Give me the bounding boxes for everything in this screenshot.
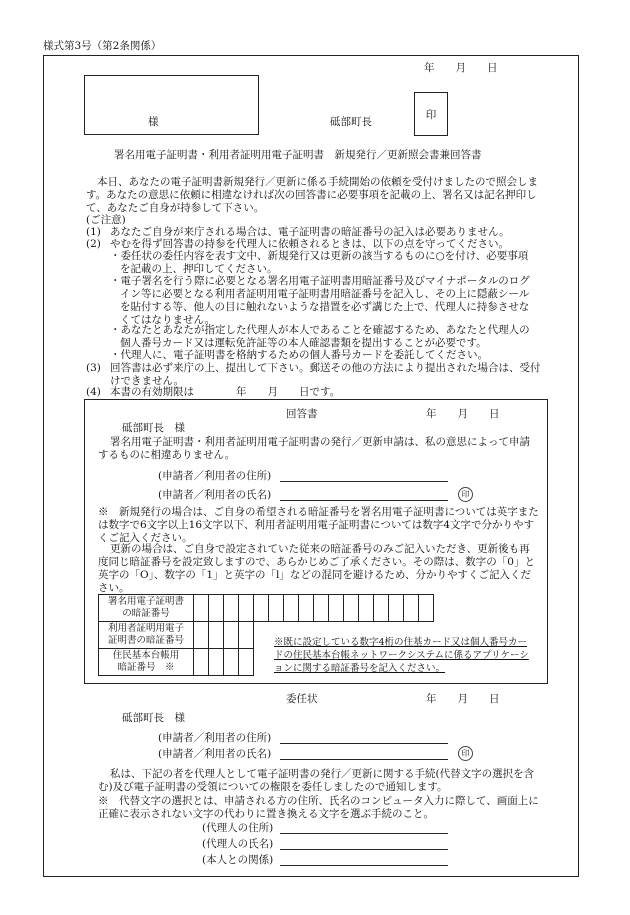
pin-cell[interactable] [209,595,224,622]
pin-cell[interactable] [239,622,254,649]
answer-name-field[interactable] [280,500,448,501]
pin-cell[interactable] [194,595,209,622]
addressee-box[interactable] [84,75,259,135]
proxy-date: 年 月 日 [426,693,500,705]
pin-cell[interactable] [374,595,389,622]
answer-addr-field[interactable] [280,481,448,482]
answer-addr-label: (申請者／利用者の住所) [158,470,272,482]
note-3: 回答書は必ず来庁の上、提出して下さい。郵送その他の方法により提出された場合は、受付けできません。 [110,362,541,388]
note-4-label: (4) [86,386,101,398]
notes-heading: (ご注意) [86,214,126,226]
proxy-name-field[interactable] [280,759,448,760]
answer-seal: 印 [458,487,473,502]
answer-note-2: 更新の場合は、ご自身で設定されていた従来の暗証番号のみご記入いただき、更新後も再度同じ暗証番号を設定致しますので、あらかじめご了承ください。その際は、数字の「0」と英字の「O」、数字の「1」と英字の「l」などの混同を避けるため、分かりやすくご記入ください。 [98,543,535,595]
proxy-seal: 印 [458,746,473,761]
answer-body: 署名用電子証明書・利用者証明用電子証明書の発行／更新申請は、私の意思によって申請するものに相違ありません。 [98,436,530,462]
page-title: 署名用電子証明書・利用者証明用電子証明書 新規発行／更新照会書兼回答書 [114,149,482,161]
pin-cell[interactable] [359,595,374,622]
agent-addr-label: (代理人の住所) [202,822,274,834]
form-id: 様式第3号（第2条関係） [43,40,162,52]
pin-cell[interactable] [404,595,419,622]
pin-row-label: 署名用電子証明書 の暗証番号 [99,595,194,622]
proxy-title: 委任状 [286,693,318,705]
proxy-note: ※ 代替文字の選択とは、申請される方の住所、氏名のコンピュータ入力に際して、画面上に正確に表示されない文字の代わりに置き換える文字を選ぶ手続のこと。 [98,795,539,821]
note-3-label: (3) [86,362,101,374]
proxy-addr-label: (申請者／利用者の住所) [158,732,272,744]
pin-row-label: 住民基本台帳用 暗証番号 ※ [99,649,194,676]
answer-title: 回答書 [286,408,318,420]
proxy-to: 砥部町長 様 [122,712,185,724]
date-line: 年 月 日 [424,62,498,74]
relation-label: (本人との関係) [202,854,274,866]
seal-box [414,92,448,136]
pin-cell[interactable] [314,595,329,622]
note-1: あなたご自身が来庁される場合は、電子証明書の暗証番号の記入は必要ありません。 [110,226,510,238]
bullet-2: ・電子署名を行う際に必要となる署名用電子証明書用暗証番号及びマイナポータルのログイン等に必要となる利用者証明用電子証明書用暗証番号を記入し、その上に隠蔽シールを貼付する等、他人の目に触れないような措置を必ず講じた上で、代理人に持参させなくてはなりません。 [110,275,530,327]
proxy-addr-field[interactable] [280,743,448,744]
pin-cell[interactable] [239,595,254,622]
note-1-label: (1) [86,226,101,238]
proxy-body: 私は、下記の者を代理人として電子証明書の発行／更新に関する手続(代替文字の選択を含む)及び電子証明書の受領についての権限を委任しましたので通知します。 [98,768,535,794]
pin-cell[interactable] [194,649,209,676]
answer-date: 年 月 日 [426,408,500,420]
pin-row-label: 利用者証明用電子 証明書の暗証番号 [99,622,194,649]
answer-to: 砥部町長 様 [122,422,185,434]
pin-cell[interactable] [344,595,359,622]
bullet-3: ・あなたとあなたが指定した代理人が本人であることを確認するため、あなたと代理人の個人番号カード又は運転免許証等の本人確認書類を提出することが必要です。 [110,324,530,350]
agent-name-field[interactable] [280,849,448,850]
pin-cell[interactable] [209,622,224,649]
bullet-1: ・委任状の委任内容を表す文中、新規発行又は更新の該当するものに○を付け、必要事項を記載の上、押印してください。 [110,250,529,276]
seal-label: 印 [425,109,437,121]
note-4: 本書の有効期限は 年 月 日です。 [110,386,341,398]
pin-cell[interactable] [329,595,344,622]
pin-cell[interactable] [224,649,239,676]
agent-name-label: (代理人の氏名) [202,838,274,850]
pin-cell[interactable] [224,622,239,649]
pin-cell[interactable] [419,595,434,622]
agent-addr-field[interactable] [280,833,448,834]
intro-text: 本日、あなたの電子証明書新規発行／更新に係る手続開始の依頼を受付けましたので照会します。あなたの意思に依頼に相違なければ次の回答書に必要事項を記載の上、署名又は記名押印して、あなたご自身が持参して下さい。 [86,176,538,215]
note-2-label: (2) [86,238,101,250]
pin-cell[interactable] [254,595,269,622]
pin-cell[interactable] [224,595,239,622]
answer-name-label: (申請者／利用者の氏名) [158,489,272,501]
pin-cell[interactable] [269,595,284,622]
note-2: やむを得ず回答書の持参を代理人に依頼されるときは、以下の点を守ってください。 [110,238,509,250]
pin-cell[interactable] [239,649,254,676]
pin-cell[interactable] [284,595,299,622]
proxy-name-label: (申請者／利用者の氏名) [158,748,272,760]
answer-note-1: ※ 新規発行の場合は、ご自身の希望される暗証番号を署名用電子証明書については英字または数字で6文字以上16文字以下、利用者証明用電子証明書については数字4文字で分かりやすくご記入ください。 [98,506,539,545]
pin-cell[interactable] [194,622,209,649]
bullet-4: ・代理人に、電子証明書を格納するための個人番号カードを委託してください。 [110,349,488,361]
relation-field[interactable] [280,865,448,866]
pin-cell[interactable] [209,649,224,676]
addressee-suffix: 様 [148,116,159,128]
pin-note: ※既に設定している数字4桁の住基カード又は個人番号カードの住民基本台帳ネットワークシステムに係るアプリケーションに関する暗証番号を記入ください。 [274,637,529,674]
mayor-label: 砥部町長 [330,116,372,128]
pin-cell[interactable] [299,595,314,622]
pin-cell[interactable] [389,595,404,622]
